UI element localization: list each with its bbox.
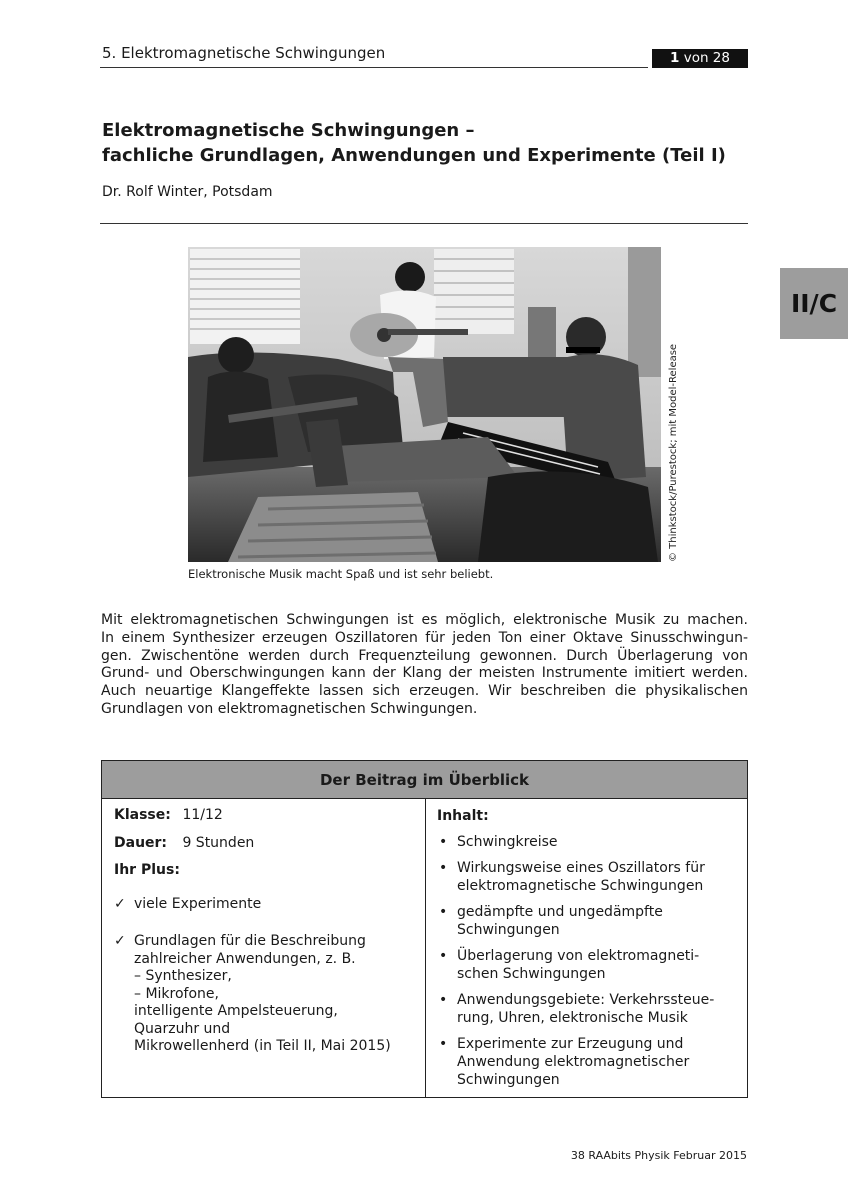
plus-item-line: intelligente Ampelsteuerung, (134, 1003, 338, 1019)
page-footer: 38 RAAbits Physik Februar 2015 (570, 1149, 747, 1162)
photo-credit: © Thinkstock/Purestock; mit Model-Release (668, 343, 679, 562)
overview-left-column (114, 807, 414, 1069)
plus-item (114, 933, 414, 1056)
intro-line: Mit elektromagnetischen Schwingungen ist es möglich, elektronische Musik zu machen. (101, 612, 748, 628)
plus-item-line: Grundlagen für die Beschreibung (134, 933, 366, 949)
checkmark-icon: ✓ (114, 895, 126, 912)
klasse-row (114, 807, 414, 825)
header-rule (100, 67, 648, 68)
dauer-value: 9 Stunden (182, 834, 255, 851)
intro-paragraph (101, 612, 748, 719)
inhalt-item-line: elektromagnetische Schwingungen (457, 878, 704, 894)
klasse-value: 11/12 (182, 807, 223, 823)
overview-heading: Der Beitrag im Überblick (102, 761, 747, 799)
plus-item-line: Mikrowellenherd (in Teil II, Mai 2015) (134, 1038, 391, 1054)
inhalt-item (437, 991, 737, 1027)
plus-item-line: Quarzuhr und (134, 1020, 231, 1037)
plus-item-line: – Mikrofone, (134, 985, 219, 1002)
inhalt-item-line: Überlagerung von elektromagneti- (457, 948, 700, 964)
overview-box (101, 760, 748, 1098)
bullet-icon: • (439, 948, 448, 964)
intro-line: gen. Zwischentöne werden durch Frequenzteilung gewonnen. Durch Überlagerung von (101, 647, 748, 664)
inhalt-item-line: Schwingkreise (457, 834, 558, 850)
section-title: 5. Elektromagnetische Schwingungen (102, 44, 386, 62)
dauer-label: Dauer: (114, 834, 168, 851)
page-current: 1 (670, 50, 680, 66)
page-total: von 28 (683, 50, 730, 66)
checkmark-icon: ✓ (114, 933, 126, 949)
intro-line: In einem Synthesizer erzeugen Oszillatoren für jeden Ton einer Oktave Sinusschwingun- (101, 629, 748, 646)
article-title-line-2: fachliche Grundlagen, Anwendungen und Experimente (Teil I) (102, 145, 726, 166)
chapter-tab: II/C (780, 268, 848, 339)
inhalt-item-line: Anwendungsgebiete: Verkehrssteue- (457, 992, 715, 1008)
column-divider (425, 799, 426, 1097)
plus-item-text: viele Experimente (134, 895, 262, 912)
article-photo (188, 247, 661, 562)
page-indicator (652, 49, 748, 68)
bullet-icon: • (439, 904, 448, 920)
plus-item-line: zahlreicher Anwendungen, z. B. (134, 950, 356, 967)
inhalt-item-line: Experimente zur Erzeugung und (457, 1036, 684, 1052)
bullet-icon: • (439, 992, 448, 1008)
plus-item (114, 896, 414, 914)
inhalt-list (437, 833, 737, 1089)
bullet-icon: • (439, 1036, 448, 1052)
inhalt-item (437, 1035, 737, 1089)
dauer-row (114, 835, 414, 853)
inhalt-item (437, 859, 737, 895)
inhalt-item (437, 947, 737, 983)
title-rule (100, 223, 748, 224)
intro-line: Grundlagen von elektromagnetischen Schwingungen. (101, 700, 478, 717)
inhalt-item-line: schen Schwingungen (457, 966, 606, 982)
article-title-line-1: Elektromagnetische Schwingungen – (102, 120, 475, 141)
plus-label: Ihr Plus: (114, 862, 180, 878)
inhalt-item-line: Anwendung elektromagnetischer (457, 1054, 690, 1070)
inhalt-item-line: Schwingungen (457, 1072, 560, 1088)
inhalt-item-line: Wirkungsweise eines Oszillators für (457, 860, 705, 876)
article-author: Dr. Rolf Winter, Potsdam (102, 184, 273, 200)
article-title (102, 118, 726, 168)
klasse-label: Klasse: (114, 807, 171, 823)
inhalt-item (437, 833, 737, 851)
inhalt-item-line: Schwingungen (457, 922, 560, 938)
inhalt-item (437, 903, 737, 939)
overview-right-column (437, 807, 737, 1097)
plus-item-line: – Synthesizer, (134, 968, 232, 984)
inhalt-item-line: gedämpfte und ungedämpfte (457, 904, 663, 920)
intro-line: Grund- und Oberschwingungen kann der Klang der meisten Instrumente imitiert werden. (101, 665, 748, 682)
bullet-icon: • (439, 834, 448, 850)
photo-caption: Elektronische Musik macht Spaß und ist sehr beliebt. (188, 567, 494, 581)
inhalt-item-line: rung, Uhren, elektronische Musik (457, 1010, 688, 1026)
inhalt-label: Inhalt: (437, 808, 489, 824)
intro-line: Auch neuartige Klangeffekte lassen sich erzeugen. Wir beschreiben die physikalischen (101, 683, 748, 700)
bullet-icon: • (439, 860, 448, 876)
